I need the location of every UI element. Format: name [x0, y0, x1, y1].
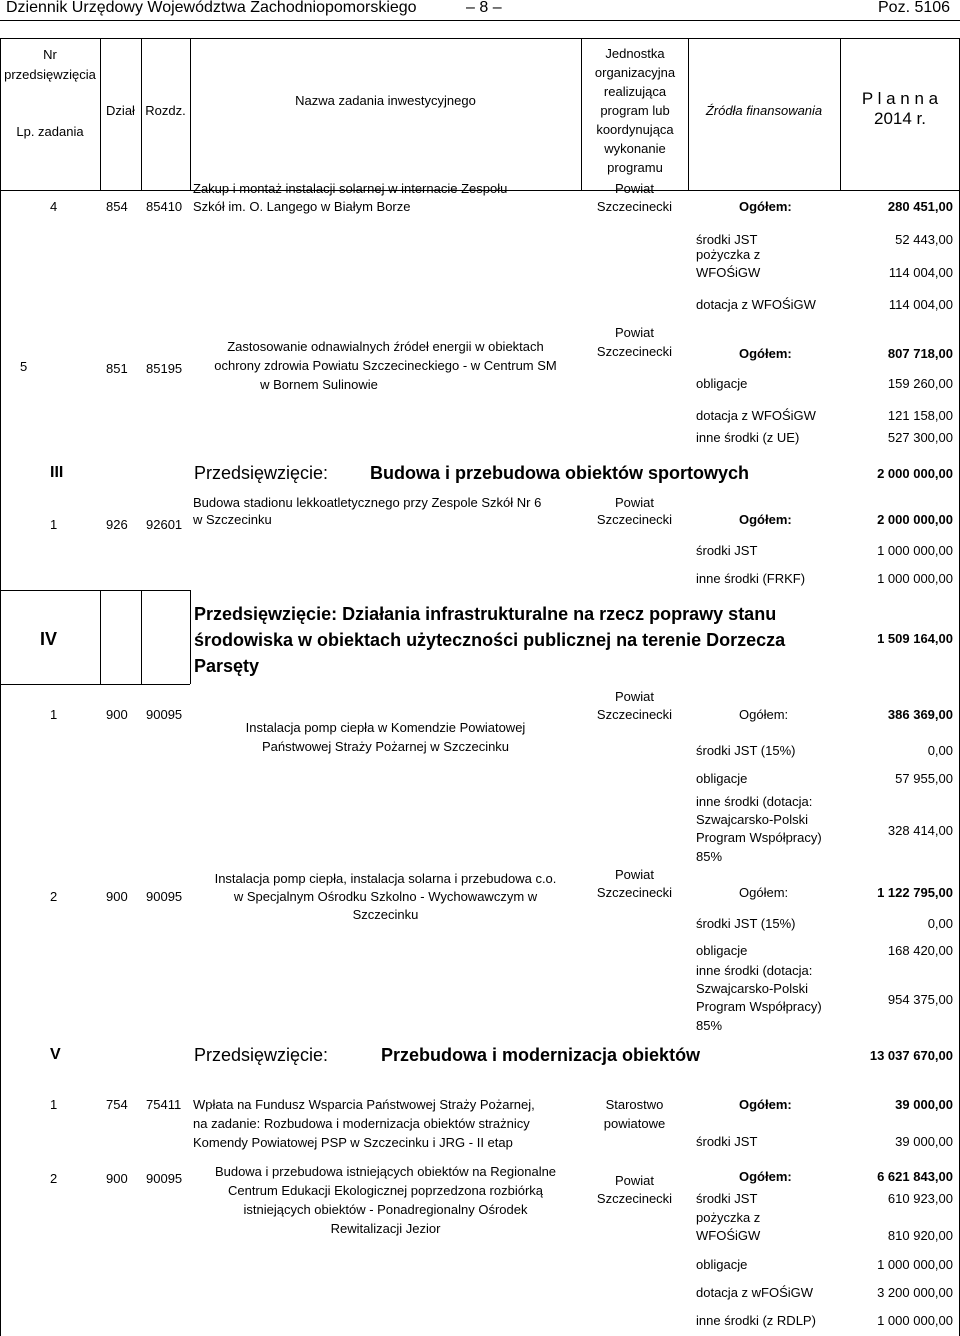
- row-unit: Szczecinecki: [596, 344, 673, 359]
- source-value: 1 000 000,00: [877, 543, 953, 558]
- section-title: Budowa i przebudowa obiektów sportowych: [370, 463, 750, 483]
- row-rozdz: 90095: [146, 1171, 183, 1186]
- row-unit: Powiat: [614, 689, 655, 704]
- source-value: 386 369,00: [887, 707, 953, 722]
- row-lp: 1: [50, 1097, 58, 1112]
- source-value: 6 621 843,00: [877, 1169, 953, 1184]
- page-number: – 8 –: [466, 0, 502, 16]
- source-label: obligacje: [696, 1257, 748, 1272]
- source-label: Ogółem:: [739, 199, 792, 214]
- source-label: pożyczka z: [696, 247, 761, 262]
- row-lp: 2: [50, 889, 58, 904]
- row-lp: 4: [50, 199, 58, 214]
- section-title-line: Parsęty: [194, 656, 260, 676]
- row-unit: Powiat: [614, 495, 655, 510]
- row-rozdz: 85195: [146, 361, 183, 376]
- section-title-line: Przedsięwzięcie: Działania infrastrukturalne na rzecz poprawy stanu: [194, 604, 777, 624]
- source-label: dotacja z WFOŚiGW: [696, 297, 816, 312]
- source-value: 1 000 000,00: [877, 571, 953, 586]
- row-rozdz: 85410: [146, 199, 183, 214]
- section-total: 2 000 000,00: [877, 466, 953, 481]
- position-number: Poz. 5106: [878, 0, 951, 16]
- header-plan: P l a n n a: [861, 89, 939, 108]
- source-label: obligacje: [696, 376, 748, 391]
- row-name-line: Instalacja pomp ciepła, instalacja solarna i przebudowa c.o.: [214, 871, 557, 886]
- section-title: Przebudowa i modernizacja obiektów: [381, 1045, 701, 1065]
- row-unit: Szczecinecki: [596, 199, 673, 214]
- header-przedsiewziecia: przedsięwzięcia: [4, 67, 96, 82]
- section-title-line: środowiska w obiektach użyteczności publicznej na terenie Dorzecza: [194, 630, 786, 650]
- row-name-line: Komendy Powiatowej PSP w Szczecinku i JRG - II etap: [193, 1135, 513, 1150]
- source-label: Program Współpracy): [696, 830, 822, 845]
- header-lp-zadania: Lp. zadania: [16, 124, 84, 139]
- row-name-line: Instalacja pomp ciepła w Komendzie Powiatowej: [245, 720, 526, 735]
- source-value: 114 004,00: [888, 297, 953, 312]
- row-unit: Szczecinecki: [596, 1191, 673, 1206]
- source-label: Ogółem:: [739, 885, 789, 900]
- source-value: 2 000 000,00: [877, 512, 953, 527]
- row-name-line: Centrum Edukacji Ekologicznej poprzedzona rozbiórką: [227, 1183, 544, 1198]
- row-dzial: 851: [106, 361, 128, 376]
- row-name-line: w Szczecinku: [193, 512, 272, 527]
- source-value: 280 451,00: [887, 199, 953, 214]
- row-dzial: 926: [106, 517, 128, 532]
- row-rozdz: 75411: [146, 1097, 182, 1112]
- source-value: 114 004,00: [888, 265, 953, 280]
- source-label: środki JST (15%): [696, 916, 796, 931]
- source-label: WFOŚiGW: [696, 1228, 761, 1243]
- source-value: 39 000,00: [895, 1097, 953, 1112]
- section-label: Przedsięwzięcie:: [194, 1045, 329, 1065]
- source-label: 85%: [696, 849, 723, 864]
- row-unit: Szczecinecki: [596, 707, 673, 722]
- source-label: inne środki (dotacja:: [696, 794, 813, 809]
- row-unit: powiatowe: [603, 1116, 666, 1131]
- row-rozdz: 92601: [146, 517, 183, 532]
- source-value: 159 260,00: [887, 376, 953, 391]
- source-label: Ogółem:: [739, 512, 792, 527]
- source-label: inne środki (z UE): [696, 430, 800, 445]
- row-unit: Starostwo: [605, 1097, 664, 1112]
- source-value: 39 000,00: [895, 1134, 953, 1149]
- row-dzial: 900: [106, 707, 128, 722]
- header-task-name: Nazwa zadania inwestycyjnego: [295, 93, 476, 108]
- header-rozdzial: Rozdz.: [145, 103, 186, 118]
- row-name-line: Rewitalizacji Jezior: [330, 1221, 441, 1236]
- source-label: pożyczka z: [696, 1210, 761, 1225]
- row-name-line: w Specjalnym Ośrodku Szkolno - Wychowawczym w: [233, 889, 538, 904]
- row-name-line: ochrony zdrowia Powiatu Szczecineckiego - w Centrum SM: [214, 358, 557, 373]
- source-label: Ogółem:: [739, 707, 789, 722]
- source-label: Ogółem:: [739, 1169, 792, 1184]
- source-label: dotacja z wFOŚiGW: [696, 1285, 814, 1300]
- section-total: 1 509 164,00: [877, 631, 953, 646]
- source-value: 52 443,00: [895, 232, 953, 247]
- source-value: 1 122 795,00: [877, 885, 953, 900]
- row-unit: Szczecinecki: [596, 885, 673, 900]
- row-name-line: w Bornem Sulinowie: [260, 377, 378, 392]
- row-name-line: Budowa i przebudowa istniejących obiektów na Regionalne: [214, 1164, 557, 1179]
- source-value: 810 920,00: [887, 1228, 953, 1243]
- row-dzial: 900: [106, 889, 128, 904]
- source-value: 3 200 000,00: [877, 1285, 953, 1300]
- header-nr: Nr: [43, 47, 57, 62]
- source-label: środki JST: [696, 232, 758, 247]
- row-unit: Powiat: [614, 867, 655, 882]
- source-label: WFOŚiGW: [696, 265, 761, 280]
- row-rozdz: 90095: [146, 889, 183, 904]
- row-dzial: 900: [106, 1171, 128, 1186]
- row-lp: 2: [50, 1171, 58, 1186]
- source-label: Ogółem:: [739, 346, 792, 361]
- row-name-line: istniejących obiektów - Ponadregionalny Ośrodek: [243, 1202, 528, 1217]
- row-lp: 5: [20, 359, 28, 374]
- source-value: 1 000 000,00: [877, 1313, 953, 1328]
- journal-title: Dziennik Urzędowy Województwa Zachodniopomorskiego: [6, 0, 417, 16]
- section-label: Przedsięwzięcie:: [194, 463, 329, 483]
- row-unit: Powiat: [614, 181, 655, 196]
- source-label: środki JST (15%): [696, 743, 796, 758]
- header-unit: Jednostka organizacyjna realizująca program lub koordynująca wykonanie programu: [594, 46, 676, 175]
- row-lp: 1: [50, 707, 58, 722]
- row-lp: 1: [50, 517, 58, 532]
- row-name-line: Zakup i montaż instalacji solarnej w internacie Zespołu: [193, 181, 508, 196]
- row-name-line: Zastosowanie odnawialnych źródeł energii w obiektach: [227, 339, 544, 354]
- source-label: Szwajcarsko-Polski: [696, 981, 808, 996]
- source-value: 527 300,00: [887, 430, 953, 445]
- section-total: 13 037 670,00: [869, 1048, 953, 1063]
- source-label: inne środki (z RDLP): [696, 1313, 816, 1328]
- row-unit: Powiat: [614, 325, 655, 340]
- source-value: 954 375,00: [887, 992, 953, 1007]
- row-unit: Powiat: [614, 1173, 655, 1188]
- row-dzial: 754: [106, 1097, 128, 1112]
- row-name-line: na zadanie: Rozbudowa i modernizacja obiektów strażnicy: [193, 1116, 530, 1131]
- header-dzial: Dział: [106, 103, 135, 118]
- source-label: środki JST: [696, 543, 758, 558]
- source-value: 1 000 000,00: [877, 1257, 953, 1272]
- source-label: środki JST: [696, 1191, 758, 1206]
- source-label: inne środki (dotacja:: [696, 963, 813, 978]
- section-number: IV: [40, 629, 58, 649]
- row-name-line: Szkół im. O. Langego w Białym Borze: [193, 199, 411, 214]
- source-value: 328 414,00: [887, 823, 953, 838]
- source-value: 610 923,00: [887, 1191, 953, 1206]
- source-label: Szwajcarsko-Polski: [696, 812, 808, 827]
- section-number: III: [50, 464, 64, 481]
- source-value: 121 158,00: [887, 408, 953, 423]
- row-name-line: Budowa stadionu lekkoatletycznego przy Zespole Szkół Nr 6: [193, 495, 542, 510]
- source-label: Ogółem:: [739, 1097, 792, 1112]
- source-value: 807 718,00: [887, 346, 953, 361]
- source-label: obligacje: [696, 771, 748, 786]
- row-name-line: Wpłata na Fundusz Wsparcia Państwowej Straży Pożarnej,: [193, 1097, 535, 1112]
- source-label: obligacje: [696, 943, 748, 958]
- row-dzial: 854: [106, 199, 128, 214]
- section-number: V: [50, 1046, 61, 1063]
- source-label: Program Współpracy): [696, 999, 822, 1014]
- source-label: 85%: [696, 1018, 723, 1033]
- source-value: 57 955,00: [895, 771, 953, 786]
- source-value: 168 420,00: [887, 943, 953, 958]
- header-rule: [0, 20, 960, 21]
- row-rozdz: 90095: [146, 707, 183, 722]
- row-name-line: Państwowej Straży Pożarnej w Szczecinku: [261, 739, 510, 754]
- source-label: środki JST: [696, 1134, 758, 1149]
- source-value: 0,00: [927, 916, 953, 931]
- source-value: 0,00: [927, 743, 953, 758]
- source-label: dotacja z WFOŚiGW: [696, 408, 816, 423]
- header-sources: Źródła finansowania: [705, 103, 823, 118]
- row-name-line: Szczecinku: [352, 907, 419, 922]
- source-label: inne środki (FRKF): [696, 571, 806, 586]
- row-unit: Szczecinecki: [596, 512, 673, 527]
- header-plan-year: 2014 r.: [874, 109, 926, 128]
